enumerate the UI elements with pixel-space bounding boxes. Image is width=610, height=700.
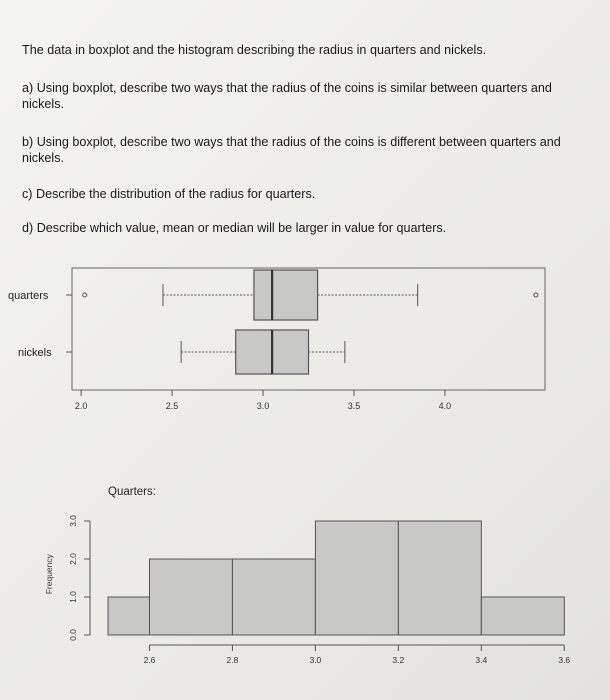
x-tick-label-5: 3.6 xyxy=(558,655,571,665)
boxplot-x-tick-label-0: 2.0 xyxy=(74,401,88,411)
boxplot-x-tick-label-4: 4.0 xyxy=(438,401,452,411)
question-c: c) Describe the distribution of the radius for quarters. xyxy=(22,187,316,201)
histogram-bar-5 xyxy=(481,597,564,635)
outlier-quarters-1 xyxy=(534,293,538,297)
x-tick-label-3: 3.2 xyxy=(392,655,405,665)
x-tick-label-4: 3.4 xyxy=(475,655,488,665)
question-b: b) Using boxplot, describe two ways that the radius of the coins is different between quarters and nickels. xyxy=(22,135,561,165)
intro-text: The data in boxplot and the histogram describing the radius in quarters and nickels. xyxy=(22,43,487,57)
question-a: a) Using boxplot, describe two ways that the radius of the coins is similar between quarters and nickels. xyxy=(22,81,552,111)
x-tick-label-0: 2.6 xyxy=(143,655,156,665)
box-quarters xyxy=(254,270,318,320)
y-tick-label-1: 1.0 xyxy=(68,591,78,603)
histogram-bar-2 xyxy=(232,559,315,635)
histogram-ylabel: Frequency xyxy=(44,554,54,595)
histogram-bar-0 xyxy=(108,597,149,635)
histogram-bar-3 xyxy=(315,521,398,635)
boxplot-x-tick-label-3: 3.5 xyxy=(347,401,361,411)
y-tick-label-0: 0.0 xyxy=(68,629,78,641)
y-tick-label-3: 3.0 xyxy=(68,515,78,527)
histogram-title: Quarters: xyxy=(108,486,156,498)
x-tick-label-2: 3.0 xyxy=(309,655,322,665)
outlier-quarters-0 xyxy=(83,293,87,297)
boxplot-chart xyxy=(0,230,610,700)
row-label-nickels: nickels xyxy=(18,347,52,359)
boxplot-x-tick-label-1: 2.5 xyxy=(165,401,179,411)
histogram-bar-4 xyxy=(398,521,481,635)
question-d: d) Describe which value, mean or median will be larger in value for quarters. xyxy=(22,221,447,235)
row-label-quarters: quarters xyxy=(8,290,49,302)
y-tick-label-2: 2.0 xyxy=(68,553,78,565)
histogram-bar-1 xyxy=(149,559,232,635)
boxplot-x-tick-label-2: 3.0 xyxy=(256,401,270,411)
x-tick-label-1: 2.8 xyxy=(226,655,239,665)
